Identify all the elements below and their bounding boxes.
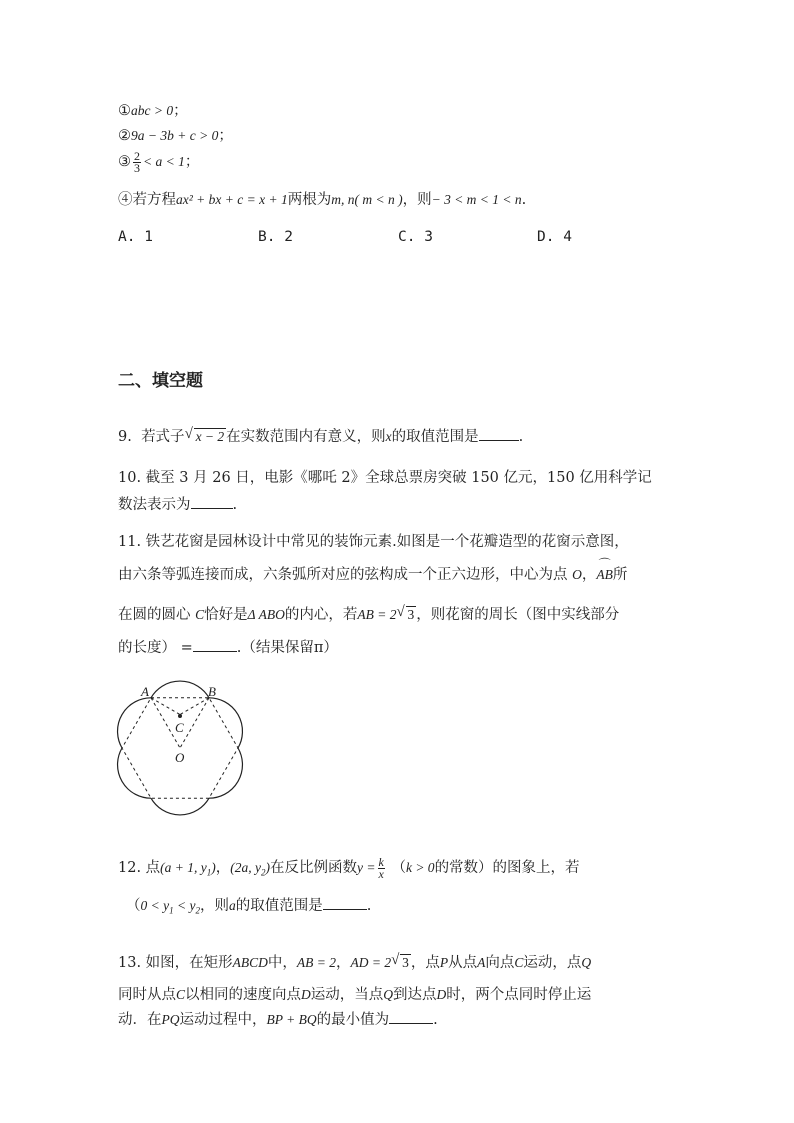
radical-sign: √ (391, 952, 400, 968)
ab-length: AB = 2 (296, 955, 337, 970)
question-end: . (433, 1012, 438, 1028)
option-4-condition: ( m < n ) (354, 192, 403, 207)
question-12-line-2 (126, 894, 371, 916)
question-text: ，则花窗的周长（图中实线部分 (416, 607, 620, 623)
function-lhs: y = (357, 860, 376, 875)
option-1-expression: abc > 0 (131, 103, 174, 118)
segment-bc (180, 698, 209, 715)
inequality-part: < y (173, 898, 196, 913)
question-11-line-1: 11. 铁艺花窗是园林设计中常见的装饰元素.如图是一个花瓣造型的花窗示意图， (118, 534, 629, 550)
option-4-result: − 3 < m < 1 < n (431, 192, 522, 207)
question-13-line-2 (118, 983, 591, 1004)
label-a: A (141, 684, 149, 699)
question-text: 动．在 (118, 1012, 162, 1028)
inner-hexagon (122, 698, 238, 798)
question-11-line-3 (118, 603, 619, 624)
petal-arc (209, 748, 242, 798)
question-text: 到达点 (393, 987, 437, 1003)
option-3 (118, 150, 199, 174)
point-1 (160, 860, 216, 878)
rectangle-abcd: ABCD (232, 955, 268, 970)
section-heading: 二、填空题 (118, 371, 203, 391)
subscript: 2 (195, 905, 200, 916)
k-condition: k > 0 (405, 860, 435, 875)
inequality-part: 0 < y (140, 898, 170, 913)
point-1-text: (a + 1, y (160, 860, 207, 875)
ad-length: AD = 2 (350, 955, 392, 970)
separator: ， (336, 955, 351, 971)
question-10-line-2 (118, 493, 237, 514)
question-text: 运动，点 (523, 955, 582, 971)
question-text: 从点 (448, 955, 478, 971)
petal-arcs (118, 681, 243, 815)
question-text: 时，两个点同时停止运 (446, 987, 592, 1003)
question-text: （ (391, 860, 406, 876)
triangle-abo: Δ ABO (247, 607, 285, 622)
option-2 (118, 124, 233, 145)
option-2-expression: 9a − 3b + c > 0 (131, 128, 219, 143)
label-b: B (208, 684, 216, 699)
question-text: 的常数）的图象上，若 (434, 860, 580, 876)
question-end: . (518, 429, 524, 445)
question-text: 同时从点 (118, 987, 176, 1003)
choice-b[interactable]: B. 2 (258, 229, 293, 245)
question-text: 所 (612, 567, 628, 583)
segment-pq: PQ (161, 1012, 180, 1027)
point-p: P (439, 955, 449, 970)
petal-arc (209, 698, 242, 748)
question-number: 12. 点 (118, 860, 161, 876)
question-text: 在反比例函数 (270, 860, 358, 876)
point-1-end: ) (211, 860, 216, 875)
point-a: A (477, 955, 486, 970)
function-fraction (378, 854, 385, 881)
answer-blank[interactable] (193, 637, 237, 652)
question-10-line-1: 10. 截至 3 月 26 日，电影《哪吒 2》全球总票房突破 150 亿元，150 亿用科学记 (118, 470, 652, 486)
point-q: Q (383, 987, 394, 1002)
question-text: ，则 (199, 898, 229, 914)
option-4-equation: ax² + bx + c = x + 1 (176, 192, 288, 207)
question-text: 的内心，若 (284, 607, 358, 623)
point-d: D (301, 987, 311, 1002)
option-4 (118, 188, 526, 209)
question-text: 运动，当点 (310, 987, 384, 1003)
subscript: 1 (206, 867, 212, 878)
point-2-text: (2a, y (230, 860, 262, 875)
option-4-marker: ④ (118, 192, 133, 208)
point-c: C (514, 955, 524, 970)
arc-ab (596, 557, 613, 583)
arc-label: AB (596, 567, 613, 582)
flower-window-figure (108, 680, 248, 820)
question-9 (118, 425, 523, 446)
question-11-line-2 (118, 557, 628, 584)
option-3-expression: < a < 1 (143, 154, 185, 169)
fraction-denominator: 3 (134, 160, 140, 175)
question-text: ， (581, 567, 597, 583)
question-text: ，点 (410, 955, 440, 971)
fraction-numerator: k (378, 854, 384, 869)
inequality (140, 898, 200, 916)
segment-ac (151, 698, 180, 715)
segment-bo (180, 698, 209, 748)
question-text: 的最小值为 (316, 1012, 390, 1028)
question-text: .（结果保留π） (236, 640, 338, 656)
choice-a[interactable]: A. 1 (118, 229, 153, 245)
radical-sign: √ (184, 426, 193, 442)
question-text: 在实数范围内有意义，则 (226, 429, 386, 445)
option-3-end: ； (184, 154, 200, 170)
sqrt-expression (184, 426, 227, 445)
sqrt-expression (391, 952, 411, 971)
question-text: 中， (267, 955, 297, 971)
answer-blank[interactable] (389, 1009, 433, 1024)
sqrt-expression (396, 604, 417, 623)
question-text: 由六条等弧连接而成，六条弧所对应的弦构成一个正六边形，中心为点 (118, 567, 573, 583)
question-text: （ (126, 898, 141, 914)
question-end: . (232, 497, 238, 513)
option-1-marker: ① (118, 103, 131, 119)
question-number: 13. 如图，在矩形 (118, 955, 233, 971)
variable: x (385, 429, 392, 444)
petal-arc (118, 748, 151, 798)
question-text: 数法表示为 (118, 497, 191, 513)
label-c: C (175, 720, 184, 735)
choice-c[interactable]: C. 3 (398, 229, 433, 245)
subscript: 2 (261, 867, 266, 878)
subscript: 1 (169, 905, 174, 916)
separator: ， (215, 860, 231, 876)
point-c: C (176, 987, 186, 1002)
question-13-line-1 (118, 951, 591, 972)
question-13-line-3 (118, 1008, 438, 1029)
point-c-dot (178, 714, 182, 718)
option-1 (118, 99, 188, 120)
option-4-end: . (521, 192, 527, 208)
hexagon-chords (122, 698, 238, 798)
radicand: x − 2 (195, 429, 225, 444)
radical-sign: √ (396, 604, 405, 620)
question-text: 在圆的圆心 (118, 607, 196, 623)
radicand: 3 (407, 607, 415, 622)
question-number: 9. (118, 429, 132, 445)
question-text: 的取值范围是 (235, 898, 323, 914)
question-text: 的长度） = (118, 640, 193, 656)
radicand: 3 (402, 955, 409, 970)
question-text: 恰好是 (204, 607, 248, 623)
point-2-end: ) (265, 860, 271, 875)
point-c: C (195, 607, 205, 622)
point-d: D (436, 987, 447, 1002)
answer-blank[interactable] (323, 895, 367, 910)
question-text: 运动过程中， (179, 1012, 267, 1028)
answer-blank[interactable] (191, 494, 233, 509)
question-end: . (366, 898, 372, 914)
answer-blank[interactable] (479, 426, 519, 441)
point-o: O (572, 567, 582, 582)
variable: a (228, 898, 236, 913)
option-3-marker: ③ (118, 154, 131, 170)
label-o: O (175, 750, 185, 765)
arc-symbol: ⌒ (598, 557, 611, 571)
option-4-roots: m, n (331, 192, 355, 207)
question-11-line-4 (118, 636, 338, 657)
option-3-fraction (133, 148, 141, 175)
question-12-line-1 (118, 856, 580, 880)
option-1-end: ； (173, 103, 188, 119)
option-2-end: ； (218, 128, 233, 144)
petal-arc (151, 798, 209, 815)
sum-expression: BP + BQ (266, 1012, 317, 1027)
option-4-text: 若方程 (132, 192, 176, 208)
petal-arc (151, 681, 209, 698)
option-4-text: 两根为 (287, 192, 332, 208)
petal-arc (118, 698, 151, 748)
question-text: 向点 (485, 955, 515, 971)
fraction-numerator: 2 (134, 148, 140, 163)
question-text: 若式子 (141, 429, 185, 445)
point-q: Q (581, 955, 592, 970)
option-2-marker: ② (118, 128, 131, 144)
point-2 (230, 860, 271, 878)
option-4-text: ，则 (402, 192, 432, 208)
question-text: 的取值范围是 (391, 429, 479, 445)
ab-expression: AB = 2 (357, 607, 397, 622)
question-text: 以相同的速度向点 (185, 987, 302, 1003)
fraction-denominator: x (378, 866, 384, 881)
choice-d[interactable]: D. 4 (537, 229, 572, 245)
